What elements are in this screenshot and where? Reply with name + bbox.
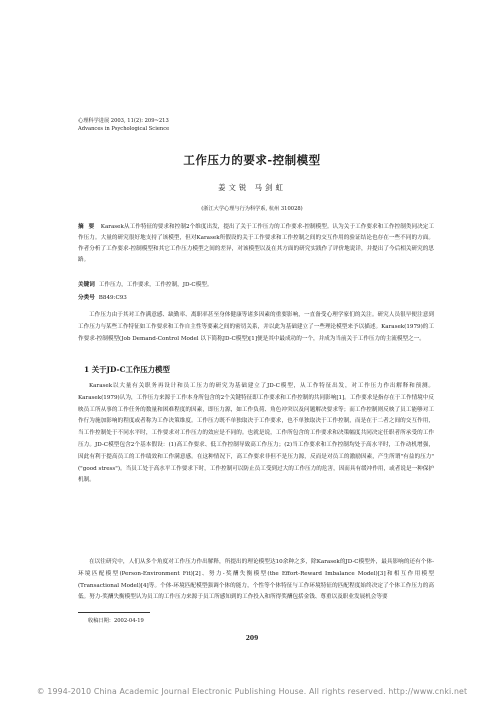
keywords	[78, 280, 434, 288]
section-heading: 1 关于JD-C工作压力模型	[84, 365, 170, 374]
received-date: 收稿日期：2002-04-19	[88, 618, 144, 624]
classification	[78, 293, 434, 301]
keywords-text: 工作压力，工作要求，工作控制，JD-C模型。	[98, 282, 213, 288]
abstract	[78, 222, 434, 266]
body-paragraph: Karasek以大量有关职务再设计和员工压力的研究为基础建立了JD-C模型，从工作特征出发，对工作压力作出解释和预测。Karasek(1979)认为，工作压力来源于工作本身所包含的2个关键特征即工作要求和工作控制的共同影响[1]。工作要求是指存在于工作情境中反映员工所从事的工作任务的数量和困难程度的因素，即压力源，如工作负荷、角色冲突以及问题解决要求等；而工作控制则反映了员工能够对工作行为施加影响的程度或者称为工作决策维度。工作压力既不单独取决于工作要求，也不单独取决于工作控制，而是在于二者之间的交互作用，当工作控制处于不同水平时，工作要求对工作压力的效应是不同的。也就是说，工作所包含的工作要求和决策幅度共同决定任职者所承受的工作压力。JD-C模型包含2个基本假设：(1)高工作要求、低工作控制导致高工作压力；(2)当工作要求和工作控制均处于高水平时，工作动机增强，因此有利于提高员工的工作绩效和工作满意感。在这种情况下，高工作要求非但不是压力源，反而是对员工的激励因素，产生所谓"有益的压力"("good stress")。当员工处于高水平工作要求下时，工作控制可以防止员工受到过大的工作压力的危害，因而具有缓冲作用，或者说是一种保护机制。	[78, 383, 434, 484]
copyright-footer: © 1994-2010 China Academic Journal Electronic Publishing House. All rights reserved. http://www.cnki.net	[36, 687, 468, 696]
article-title: 工作压力的要求-控制模型	[183, 153, 321, 167]
classification-text: B849:C93	[98, 295, 127, 301]
page-number: 209	[245, 635, 259, 642]
journal-name-en: Advances in Psychological Science	[78, 126, 170, 132]
abstract-label: 摘 要	[78, 224, 96, 230]
body-paragraph: 在以往研究中，人们从多个角度对工作压力作出解释，所提出的理论模型达10余种之多，除Karasek的JD-C模型外，最具影响的还有个体-环境匹配模型(Person-Environment Fit)[2]、努力-奖酬失衡模型(the Effort-Reward Imbalance Model)[3]和相互作用模型(Transactional Model)[4]等。个体-环境匹配模型强调个体的能力，个性等个体特征与工作环境特征的匹配程度始终决定了个体工作压力的高低。努力-奖酬失衡模型认为员工的工作压力来源于员工所感知到的工作投入和所得奖酬包括金钱、尊重以及职业发展机会等要	[78, 559, 434, 601]
classification-label: 分类号	[78, 295, 95, 301]
journal-citation: 心理科学进展 2003, 11(2): 209~213	[78, 118, 169, 124]
article-affiliation: (浙江大学心理与行为科学系, 杭州 310028)	[201, 206, 303, 212]
abstract-text: Karasek从工作特征的要求和控制2个维度出发，提出了关于工作压力的工作要求-控制模型。认为关于工作要求和工作控制类同决定工作压力。大量的研究很好地支持了该模型，但对Karasek所假设的关于工作要求和工作控制之间的交互作用的验证结论也存在一些不同的方面。作者分析了工作要求-控制模型和其它工作压力模型之间的差异，对该模型以及在其方面的研究实践作了评价地说详，并提出了今后相关研究的思路。	[78, 224, 434, 263]
article-authors: 姜文锐 马剑虹	[218, 183, 286, 192]
footnote-rule	[78, 612, 150, 613]
intro-paragraph: 工作压力由于其对工作满意感、缺勤率、离职率甚至身体健康等诸多因素的重要影响，一直备受心理学家们的关注。研究人员很早便注意到工作压力与某些工作特征如工作要求和工作自主性等要素之间的密切关系，并以此为基础建立了一些理论模型来予以描述。Karasek(1979)的工作要求-控制模型(Job Demand-Control Model 以下简称JD-C模型)[1]便是其中最成功的一个，并成为当前关于工作压力的主流模型之一。	[78, 312, 434, 342]
keywords-label: 关键词	[78, 282, 95, 288]
journal-header	[78, 117, 169, 133]
